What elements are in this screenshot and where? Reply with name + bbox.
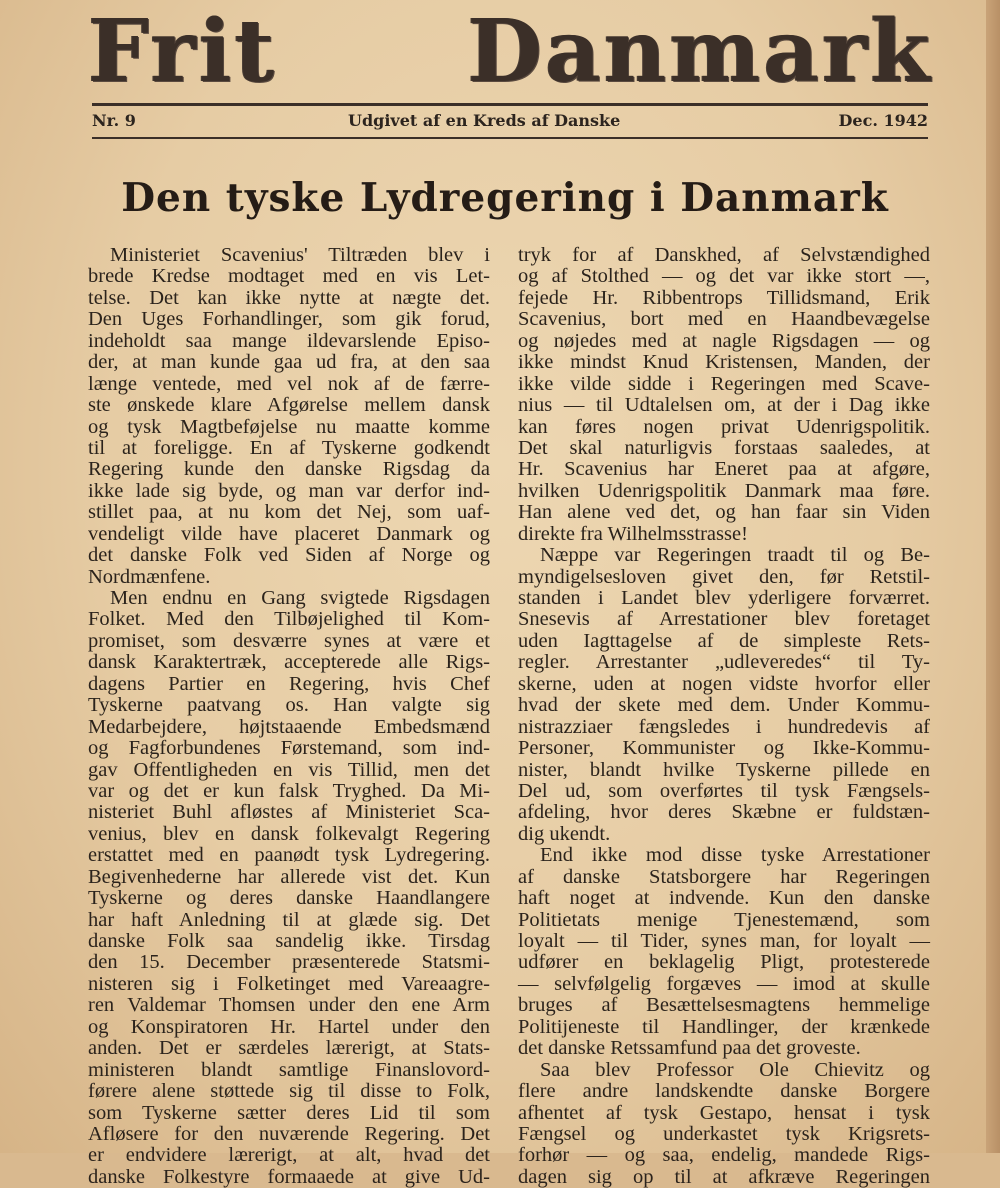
article-text-line: nister, blandt hvilke Tyskerne pillede en	[518, 758, 930, 781]
article-text-line: Det skal naturligvis forstaas saaledes, at	[518, 436, 930, 459]
masthead-title	[88, 1, 933, 102]
article-text-line: ste ønskede klare Afgørelse mellem dansk	[88, 394, 490, 417]
article-text-line: afdeling, hvor deres Skæbne er fuldstæn-	[518, 801, 930, 824]
masthead-rule-bottom	[92, 137, 928, 139]
article-text-line: Næppe var Regeringen traadt til og Be-	[540, 544, 930, 567]
article-text-line: Han alene ved det, og han faar sin Viden	[518, 501, 930, 524]
article-text-line: og af Stolthed — og det var ikke stort —,	[518, 265, 930, 288]
article-text-line: standen i Landet blev yderligere forværret.	[518, 587, 930, 609]
article-text-line: venius, blev en dansk folkevalgt Regering	[88, 822, 490, 845]
article-text-line: Saa blev Professor Ole Chievitz og	[540, 1058, 930, 1081]
article-text-line: dagens Partier en Regering, hvis Chef	[88, 672, 490, 695]
article-text-line: erstattet med en paanødt tysk Lydregering.	[88, 844, 490, 867]
article-text-line: nisteren sig i Folketinget med Vareaagre-	[88, 972, 490, 995]
article-text-line: til at foreligge. En af Tyskerne godkendt	[88, 436, 490, 459]
issue-date: Dec. 1942	[838, 111, 928, 130]
article-text-line: der, at man kunde gaa ud fra, at den saa	[88, 351, 490, 374]
article-text-line: uden Iagttagelse af de simpleste Rets-	[518, 629, 930, 652]
article-text-line: det danske Retssamfund paa det groveste.	[518, 1037, 861, 1060]
article-text-line: gav Offentligheden en vis Tillid, men det	[88, 758, 490, 781]
article-text-line: haft noget at indvende. Kun den danske	[518, 887, 930, 910]
article-text-line: myndigelsesloven givet den, før Retstil-	[518, 565, 930, 588]
article-text-line: skerne, uden at nogen vidste hvorfor eller	[518, 672, 930, 695]
article-text-line: Tyskerne og deres danske Haandlangere	[88, 887, 490, 910]
article-text-line: ministeren blandt samtlige Finanslovord-	[88, 1058, 490, 1081]
article-text-line: Politietats menige Tjenestemænd, som	[518, 908, 930, 931]
article-text-line: hvad der skete med dem. Under Kommu-	[518, 694, 930, 717]
article-text-line: danske Folk saa sandelig ikke. Tirsdag	[88, 930, 490, 952]
article-text-line: nius — til Udtalelsen om, at der i Dag ikke	[518, 394, 930, 417]
article-text-line: nisteriet Buhl afløstes af Ministeriet Sca-	[88, 801, 490, 824]
article-text-line: og tysk Magtbeføjelse nu maatte komme	[88, 415, 490, 438]
article-text-line: som Tyskerne sætter deres Lid til som	[88, 1101, 490, 1124]
publisher-line: Udgivet af en Kreds af Danske	[348, 111, 621, 130]
article-text-line: afhentet af tysk Gestapo, hensat i tysk	[518, 1101, 930, 1124]
article-text-line: indeholdt saa mange ildevarslende Episo-	[88, 329, 490, 352]
article-text-line: stillet paa, at nu kom det Nej, som uaf-	[88, 501, 490, 524]
article-text-line: Snesevis af Arrestationer blev foretaget	[518, 608, 930, 631]
article-text-line: dansk Karaktertræk, accepterede alle Rigs-	[88, 651, 490, 674]
article-text-line: førere alene støttede sig til disse to Folk,	[88, 1080, 490, 1103]
article-text-line: Personer, Kommunister og Ikke-Kommu-	[518, 737, 930, 760]
article-text-line: Scavenius, bort med en Haandbevægelse	[518, 308, 930, 331]
article-text-line: dig ukendt.	[518, 822, 611, 845]
article-text-line: Hr. Scavenius har Eneret paa at afgøre,	[518, 458, 930, 481]
article-text-line: nistrazziaer fængsledes i hundredevis af	[518, 715, 930, 738]
article-text-line: og Konspiratoren Hr. Hartel under den	[88, 1015, 490, 1038]
article-column-right	[518, 245, 930, 1188]
article-text-line: ikke vilde sidde i Regeringen med Scave-	[518, 372, 930, 395]
article-text-line: ikke mindst Knud Kristensen, Manden, der	[518, 351, 930, 374]
article-text-line: er endvidere lærerigt, at alt, hvad det	[88, 1144, 490, 1167]
article-text-line: tryk for af Danskhed, af Selvstændighed	[518, 244, 930, 266]
article-text-line: brede Kredse modtaget med en vis Let-	[88, 265, 490, 288]
article-text-line: længe ventede, med vel nok af de færre-	[88, 372, 490, 395]
article-text-line: og nøjedes med at nagle Rigsdagen — og	[518, 329, 930, 352]
article-text-line: Ministeriet Scavenius' Tiltræden blev i	[110, 244, 490, 266]
article-text-line: forhør — og saa, endelig, mandede Rigs-	[518, 1144, 930, 1167]
article-text-line: det danske Folk ved Siden af Norge og	[88, 544, 490, 567]
article-text-line: har haft Anledning til at glæde sig. Det	[88, 908, 490, 931]
article-text-line: Regering kunde den danske Rigsdag da	[88, 458, 490, 481]
article-text-line: af danske Statsborgere har Regeringen	[518, 865, 930, 888]
article-text-line: Nordmænfene.	[88, 565, 211, 588]
article-text-line: Den Uges Forhandlinger, som gik forud,	[88, 308, 490, 331]
article-text-line: Fængsel og underkastet tysk Krigsrets-	[518, 1122, 930, 1145]
article-text-line: Medarbejdere, højtstaaende Embedsmænd	[88, 715, 490, 738]
article-text-line: Folket. Med den Tilbøjelighed til Kom-	[88, 608, 490, 631]
article-text-line: kan føres nogen privat Udenrigspolitik.	[518, 415, 930, 438]
article-column-left	[88, 245, 490, 1188]
article-text-line: hvilken Udenrigspolitik Danmark maa føre.	[518, 479, 930, 502]
article-text-line: fejede Hr. Ribbentrops Tillidsmand, Erik	[518, 286, 930, 309]
article-text-line: udfører en beklagelig Pligt, protesterede	[518, 951, 930, 974]
issue-number: Nr. 9	[92, 111, 136, 130]
article-text-line: regler. Arrestanter „udleveredes“ til Ty-	[518, 651, 930, 674]
masthead-rule-top	[92, 103, 928, 106]
article-text-line: Politijeneste til Handlinger, der krænkede	[518, 1015, 930, 1038]
article-text-line: vendeligt vilde have placeret Danmark og	[88, 522, 490, 545]
article-text-line: Men endnu en Gang svigtede Rigsdagen	[110, 587, 490, 609]
article-text-line: flere andre landskendte danske Borgere	[518, 1080, 930, 1103]
article-text-line: telse. Det kan ikke nytte at nægte det.	[88, 286, 490, 309]
article-text-line: anden. Det er særdeles lærerigt, at Stats-	[88, 1037, 490, 1060]
article-text-line: Tyskerne paatvang os. Han valgte sig	[88, 694, 490, 717]
article-text-line: den 15. December præsenterede Statsmi-	[88, 951, 490, 974]
article-text-line: ren Valdemar Thomsen under den ene Arm	[88, 994, 490, 1017]
paper-edge	[986, 0, 1000, 1153]
article-text-line: ikke lade sig byde, og man var derfor ind-	[88, 479, 490, 502]
issue-info-row	[92, 108, 928, 134]
article-text-line: danske Folkestyre formaaede at give Ud-	[88, 1165, 490, 1188]
article-text-line: End ikke mod disse tyske Arrestationer	[540, 844, 930, 867]
article-text-line: direkte fra Wilhelmsstrasse!	[518, 522, 748, 545]
masthead-title-frit: Frit	[88, 1, 278, 102]
article-text-line: promiset, som desværre synes at være et	[88, 629, 490, 652]
masthead-title-danmark: Danmark	[467, 1, 933, 102]
article-text-line: bruges af Besættelsesmagtens hemmelige	[518, 994, 930, 1017]
article-text-line: var og det er kun falsk Tryghed. Da Mi-	[88, 779, 490, 802]
article-text-line: Del ud, som overførtes til tysk Fængsels-	[518, 779, 930, 802]
article-text-line: — selvfølgelig forgæves — imod at skulle	[518, 972, 930, 995]
article-text-line: og Fagforbundenes Førstemand, som ind-	[88, 737, 490, 760]
article-text-line: Begivenhederne har allerede vist det. Kun	[88, 865, 490, 888]
article-headline: Den tyske Lydregering i Danmark	[121, 175, 889, 221]
article-text-line: loyalt — til Tider, synes man, for loyalt —	[518, 930, 930, 952]
article-text-line: Afløsere for den nuværende Regering. Det	[88, 1122, 490, 1145]
article-text-line: dagen sig op til at afkræve Regeringen	[518, 1165, 930, 1188]
